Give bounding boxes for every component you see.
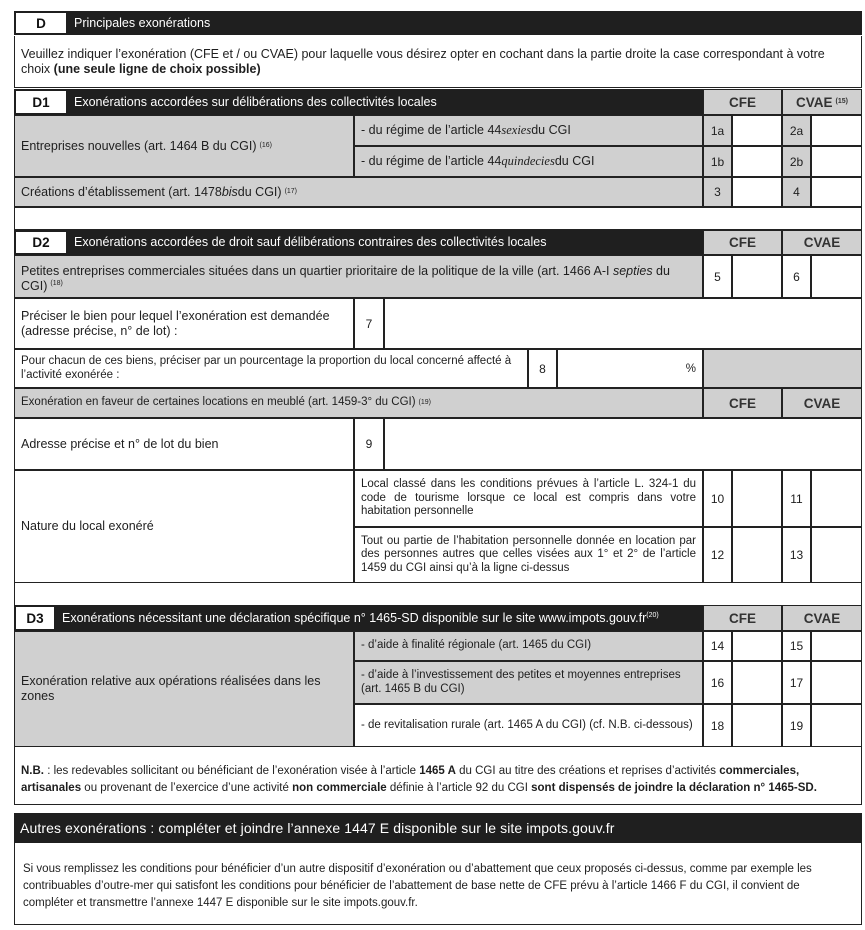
box-19-checkbox[interactable] [811, 704, 862, 747]
box-17-checkbox[interactable] [811, 661, 862, 704]
box-2b-checkbox[interactable] [811, 146, 862, 177]
d3-zones-label: Exonération relative aux opérations réalisées dans les zones [14, 631, 354, 747]
d1-col-cvae: CVAE (15) [782, 89, 862, 115]
box-1b-label: 1b [703, 146, 732, 177]
d1-col-cfe: CFE [703, 89, 782, 115]
box-9-input[interactable] [384, 418, 862, 470]
box-11-checkbox[interactable] [811, 470, 862, 527]
box-2b-label: 2b [782, 146, 811, 177]
box-5-checkbox[interactable] [732, 255, 782, 298]
box-14-label: 14 [703, 631, 732, 661]
percent-sign: % [685, 363, 696, 375]
box-12-label: 12 [703, 527, 732, 583]
tout-partie-option: Tout ou partie de l’habitation personnelle donnée en location par des personnes autres que celles visées aux 1° et 2° de l’article 1459 du CGI ainsi qu’à la ligne ci-dessus [354, 527, 703, 583]
box-19-label: 19 [782, 704, 811, 747]
d3-title: Exonérations nécessitant une déclaration spécifique n° 1465-SD disponible sur le site $www.impots.gouv.fr^{(20)}$ [62, 611, 659, 625]
box-7-input[interactable] [384, 298, 862, 349]
spacer-row [14, 207, 862, 230]
box-10-label: 10 [703, 470, 732, 527]
d1-title: Exonérations accordées sur délibérations des collectivités locales [74, 95, 437, 109]
box-3-checkbox[interactable] [732, 177, 782, 207]
d1-row1b-option: - du régime de l’article 44 quindecies du CGI [354, 146, 703, 177]
d2-petites-entreprises: Petites entreprises commerciales situées dans un quartier prioritaire de la politique de la ville (art. 1466 A-I septies du CGI) $^{(18)}$ [14, 255, 703, 298]
box-16-checkbox[interactable] [732, 661, 782, 704]
d2-col-cfe: CFE [703, 230, 782, 255]
local-classe-option: Local classé dans les conditions prévues à l’article L. 324-1 du code de tourisme lorsque ce local est compris dans votre habitation personnelle [354, 470, 703, 527]
d1-row1a-option: - du régime de l’article 44 sexies du CGI [354, 115, 703, 146]
box-9-label: 9 [354, 418, 384, 470]
box-7-label: 7 [354, 298, 384, 349]
box-12-checkbox[interactable] [732, 527, 782, 583]
autres-text: Si vous remplissez les conditions pour bénéficier d’un autre dispositif d’exonération ou d’abattement que ceux proposés ci-dessus, comme par exemple les contribuables d’outre-mer qui satisfont les conditions pour bénéficier de l’abattement de base nette de CFE prévu à l’article 1466 F du CGI, il convient de compléter et transmettre l’annexe 1447 E disponible sur le site impots.gouv.fr. [14, 843, 862, 925]
spacer-d3 [14, 583, 862, 605]
autres-header [14, 813, 862, 843]
section-d-intro: Veuillez indiquer l’exonération (CFE et / ou CVAE) pour laquelle vous désirez opter en cochant dans la partie droite la case correspondant à votre choix (une seule ligne de choix possible) [14, 36, 862, 88]
box-4-checkbox[interactable] [811, 177, 862, 207]
box-6-label: 6 [782, 255, 811, 298]
d3-badge: D3 [16, 607, 54, 629]
nb-note: N.B. : les redevables sollicitant ou bénéficiant de l’exonération visée à l’article 1465 A du CGI au titre des créations et reprises d’activités commerciales, artisanales ou provenant de l’exercice d’une activité non commerciale définie à l’article 92 du CGI sont dispensés de joindre la déclaration n° 1465-SD. [14, 747, 862, 805]
d3-option-1: - d’aide à finalité régionale (art. 1465 du CGI) [354, 631, 703, 661]
box-1a-label: 1a [703, 115, 732, 146]
d2-badge: D2 [16, 232, 66, 253]
box-4-label: 4 [782, 177, 811, 207]
meuble-col-cvae: CVAE [782, 388, 862, 418]
section-d-title: Principales exonérations [74, 16, 211, 30]
box-16-label: 16 [703, 661, 732, 704]
box-3-label: 3 [703, 177, 732, 207]
d3-header [14, 605, 703, 631]
meuble-col-cfe: CFE [703, 388, 782, 418]
pourcentage-label: Pour chacun de ces biens, préciser par un pourcentage la proportion du local concerné affecté à l’activité exonérée : [14, 349, 528, 388]
nature-label: Nature du local exonéré [14, 470, 354, 583]
autres-title: Autres exonérations : compléter et joindre l’annexe 1447 E disponible sur le site impots.gouv.fr [20, 820, 615, 836]
section-d-badge: D [16, 13, 66, 33]
d2-title: Exonérations accordées de droit sauf délibérations contraires des collectivités locales [74, 235, 547, 249]
box-18-label: 18 [703, 704, 732, 747]
box-15-label: 15 [782, 631, 811, 661]
box-11-label: 11 [782, 470, 811, 527]
box-14-checkbox[interactable] [732, 631, 782, 661]
adresse-label: Adresse précise et n° de lot du bien [14, 418, 354, 470]
d2-col-cvae: CVAE [782, 230, 862, 255]
d3-col-cfe: CFE [703, 605, 782, 631]
d2-header [14, 230, 703, 255]
d3-option-3: - de revitalisation rurale (art. 1465 A du CGI) (cf. N.B. ci-dessous) [354, 704, 703, 747]
box-8-input[interactable] [557, 349, 703, 388]
box-2a-label: 2a [782, 115, 811, 146]
d1-header [14, 89, 703, 115]
d3-option-2: - d’aide à l’investissement des petites et moyennes entreprises (art. 1465 B du CGI) [354, 661, 703, 704]
box-1b-checkbox[interactable] [732, 146, 782, 177]
meuble-label: Exonération en faveur de certaines locations en meublé (art. 1459-3° du CGI) (19) [14, 388, 703, 418]
box-5-label: 5 [703, 255, 732, 298]
d1-row2-label: Créations d’établissement (art. 1478 bis du CGI) (17) [14, 177, 703, 207]
d1-row1-label: Entreprises nouvelles (art. 1464 B du CGI) (16) [14, 115, 354, 177]
d3-col-cvae: CVAE [782, 605, 862, 631]
pourcentage-filler [703, 349, 862, 388]
box-17-label: 17 [782, 661, 811, 704]
box-15-checkbox[interactable] [811, 631, 862, 661]
box-1a-checkbox[interactable] [732, 115, 782, 146]
box-8-label: 8 [528, 349, 557, 388]
d1-badge: D1 [16, 91, 66, 113]
section-d-header [14, 11, 862, 35]
box-13-checkbox[interactable] [811, 527, 862, 583]
box-6-checkbox[interactable] [811, 255, 862, 298]
preciser-bien-label: Préciser le bien pour lequel l’exonération est demandée (adresse précise, n° de lot) : [14, 298, 354, 349]
box-10-checkbox[interactable] [732, 470, 782, 527]
box-2a-checkbox[interactable] [811, 115, 862, 146]
box-13-label: 13 [782, 527, 811, 583]
box-18-checkbox[interactable] [732, 704, 782, 747]
